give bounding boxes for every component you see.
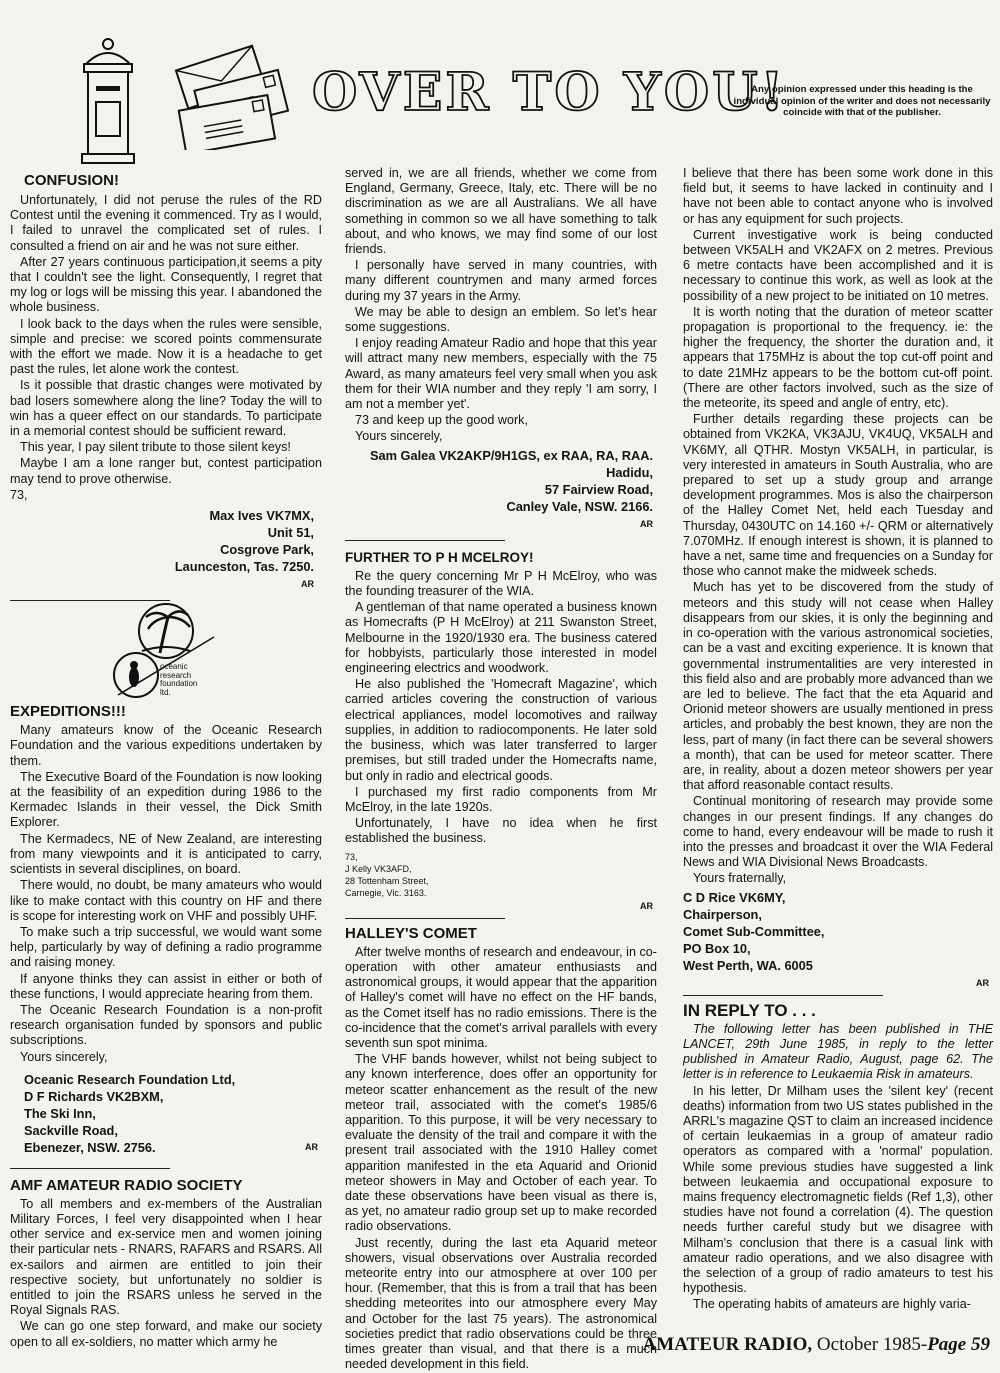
mcelroy-heading: FURTHER TO P H MCELROY! bbox=[345, 549, 534, 565]
ar-mark: AR bbox=[640, 900, 653, 911]
signature-line: West Perth, WA. 6005 bbox=[683, 957, 813, 973]
signature-line: C D Rice VK6MY, bbox=[683, 889, 786, 905]
paragraph: In his letter, Dr Milham uses the 'silent key' (recent deaths) information from two US states published in the ARRL's magazine QST to claim an increased incidence of certain leukaemias in a group of amateur radio operators as compared with a 'normal' population. While some previous studies have suggested a link between leukaemia and occupational exposure to mains frequency electromagnetic fields (Ref 1,3), other studies have not found a correlation (4). The question needs further careful study but we disagree with Milham's conclusion that there is a casual link with amateur radio operations, and we also disagree with the selection of a group of radio amateurs to test his hypothesis. bbox=[683, 1083, 993, 1296]
paragraph: He also published the 'Homecraft Magazine', which carried articles covering the construction of various electrical appliances, model locomotives and railway supplies, in addition to radiocomponents. He later sold the business, which was later transferred to larger premises, but still traded under the Homecrafts name, but only in radio and electrical goods. bbox=[345, 677, 657, 783]
pillar-box-icon bbox=[72, 36, 144, 166]
logo-text-line: foundation bbox=[160, 679, 198, 689]
confusion-heading: CONFUSION! bbox=[24, 172, 119, 189]
signature-block bbox=[345, 851, 657, 899]
section-divider bbox=[345, 918, 505, 919]
paragraph: After twelve months of research and endeavour, in co-operation with other amateur enthusiasts and astronomical groups, it would appear that the apparition of Halley's comet will have no effect on the HF bands, as the Comet itself has no radio emissions. There is the co-incidence that the comet's arrival parallels with every seventh sun spot minima. bbox=[345, 944, 657, 1050]
signature-block bbox=[683, 889, 993, 974]
paragraph: To all members and ex-members of the Australian Military Forces, I feel very disappointed when I hear other service and ex-service men and women joining their particular nets - RNARS, RAFARS and RSARS. All ex-sailors and airmen are entitled to join their respective society, but unfortunately no soldier is entitled to join the RSARS unless he served in the Royal Signals RAS. bbox=[10, 1196, 322, 1318]
paragraph: Many amateurs know of the Oceanic Research Foundation and the various expeditions undertaken by them. bbox=[10, 723, 322, 768]
paragraph: It is worth noting that the duration of meteor scatter propagation is proportional to the frequency. ie: the higher the frequency, the shorter the duration and, it appears that 175MHz is about the top cut-off point and to date 21MHz appears to be the bottom cut-off point. (There are other factors involved, such as the size of the meteorite, its speed and angle of entry, etc). bbox=[683, 304, 993, 411]
signature-line: Cosgrove Park, bbox=[220, 542, 314, 558]
paragraph: Re the query concerning Mr P H McElroy, who was the founding treasurer of the WIA. bbox=[345, 568, 657, 599]
paragraph: The Oceanic Research Foundation is a non-profit research organisation funded by sponsors and public subscriptions. bbox=[10, 1002, 322, 1048]
paragraph: The Executive Board of the Foundation is now looking at the feasibility of an expedition during 1986 to the Kermadec Islands in their vessel, the Dick Smith Explorer. bbox=[10, 769, 322, 830]
signature-line: Max Ives VK7MX, bbox=[209, 508, 314, 524]
paragraph: If anyone thinks they can assist in either or both of these functions, I would appreciate hearing from them. bbox=[10, 971, 322, 1001]
mailbox-illustration bbox=[72, 36, 144, 166]
paragraph: Maybe I am a lone ranger but, contest participation may tend to prove otherwise. bbox=[10, 456, 322, 486]
signature-line: Oceanic Research Foundation Ltd, bbox=[24, 1071, 236, 1087]
paragraph: Continual monitoring of research may provide some changes in our present findings. If any changes do come to hand, every endeavour will be made to rush it into the presses and broadcast it over the WIA Federal News and WIA Divisional News Broadcasts. bbox=[683, 794, 993, 870]
paragraph: Yours fraternally, bbox=[693, 871, 787, 886]
paragraph: I personally have served in many countries, with many different countrymen and many armed forces during my 37 years in the Army. bbox=[345, 258, 657, 303]
paragraph: Unfortunately, I have no idea when he first established the business. bbox=[345, 816, 657, 846]
paragraph: I believe that there has been some work done in this field but, it seems to have lacked in continuity and I have not been able to contact anyone who is involved or has any equipment for such projects. bbox=[683, 166, 993, 226]
magazine-name: AMATEUR RADIO, bbox=[642, 1334, 813, 1355]
signature-line: Sam Galea VK2AKP/9H1GS, ex RAA, RA, RAA. bbox=[369, 447, 653, 463]
signature-line: Launceston, Tas. 7250. bbox=[174, 559, 314, 575]
paragraph: Further details regarding these projects can be obtained from VK2KA, VK3AJU, VK4UQ, VK5ALH and VK6MY, all QTHR. Mostyn VK5ALH, in particular, is very interested in amateurs in South Australia, who are prepared to set up a study group and arrange development programmes. Mos is also the chairperson of the Halley Comet Net, held each Tuesday and Thursday, 0430UTC on 14.160 +/- QRM or alternatively 7.070MHz. If enough interest is shown, it is planned to have a net, same time and frequencies on a Sunday for those who cannot make the midweek scheds. bbox=[683, 412, 993, 579]
intro-paragraph: The following letter has been published in THE LANCET, 29th June 1985, in reply to the letter published in Amateur Radio, August, page 62. The letter is in reference to Leukaemia Risk in amateurs. bbox=[683, 1021, 993, 1082]
envelopes-icon bbox=[160, 40, 300, 150]
issue-date: October 1985- bbox=[816, 1334, 928, 1355]
paragraph: served in, we are all friends, whether we come from England, Germany, Greece, Italy, etc. There will be no discrimination as we are all Australians. We all have something in common so we all have something to talk about, and who knows, we may find some of our lost friends. bbox=[345, 166, 657, 257]
signature-line: D F Richards VK2BXM, bbox=[24, 1088, 164, 1104]
logo-text-line: research bbox=[160, 670, 192, 680]
signature-line: 73, bbox=[345, 851, 358, 862]
oceanic-logo bbox=[10, 603, 322, 703]
section-divider bbox=[10, 600, 170, 601]
signature-line: 28 Tottenham Street, bbox=[345, 875, 429, 886]
paragraph: A gentleman of that name operated a business known as Homecrafts (P H McElroy) at 211 Swanston Street, Melbourne in the 1920/1930 era. The business catered for hobbyists, particularly those interested in model engineering electrics and woodwork. bbox=[345, 600, 657, 676]
column-1 bbox=[10, 172, 322, 1351]
paragraph: Much has yet to be discovered from the study of meteors and this study will not cease when Halley disappears from our skies, it is only the beginning and in co-operation with the various astronomical societies, can be a vast and exciting experience. It is known that governmental instrumentalities are very interested in this field also and are probably more advanced than we are led to believe. The fact that the eta Aquarid and Orionid meteor showers are usually mentioned in press articles, and probably the best known, they are non the less, part of many (in fact there can be several showers a month), that can be used for meteor scatter. There are, in reality, about a dozen meteor showers per year that afford reasonable contact results. bbox=[683, 580, 993, 793]
signature-line: Sackville Road, bbox=[24, 1122, 118, 1138]
disclaimer: Any opinion expressed under this heading is the individual opinion of the writer and does not necessarily coincide with that of the publisher. bbox=[733, 84, 991, 118]
paragraph: I purchased my first radio components from Mr McElroy, in the late 1920s. bbox=[345, 784, 657, 814]
paragraph: After 27 years continuous participation,it seems a pity that I couldn't see the light. Consequently, I regret that my log or logs will be missing this year. I abandoned the whole business. bbox=[10, 254, 322, 315]
signature-line: Ebenezer, NSW. 2756. bbox=[24, 1139, 156, 1155]
paragraph: 73 and keep up the good work, bbox=[355, 413, 528, 428]
paragraph: This year, I pay silent tribute to those silent keys! bbox=[20, 440, 291, 455]
logo-text-line: ltd. bbox=[160, 687, 171, 697]
signature-line: PO Box 10, bbox=[683, 940, 751, 956]
expeditions-heading: EXPEDITIONS!!! bbox=[10, 703, 126, 721]
paragraph: I look back to the days when the rules were sensible, simple and precise: we scored points commensurate with the effort we made. Now it is a headache to get past the rules, let alone work the contest. bbox=[10, 316, 322, 377]
signature-line: Canley Vale, NSW. 2166. bbox=[506, 498, 653, 514]
ar-mark: AR bbox=[301, 579, 314, 590]
logo-text-line: oceanic bbox=[160, 662, 188, 672]
paragraph: We may be able to design an emblem. So let's hear some suggestions. bbox=[345, 304, 657, 335]
signature-block bbox=[345, 447, 657, 515]
section-divider bbox=[10, 1168, 170, 1169]
ar-mark: AR bbox=[305, 1141, 318, 1152]
amf-heading: AMF AMATEUR RADIO SOCIETY bbox=[10, 1176, 243, 1194]
ar-mark: AR bbox=[640, 518, 653, 529]
paragraph: The VHF bands however, whilst not being subject to any known interference, does offer an opportunity for meteor scatter enhancement as the result of the new meteor trail, associated with the comet's 1985/6 apparition. To this purpose, it will be very necessary to evaluate the density of the trail and compare it with the present trail associated with the 1910 Halley comet apparition manifested in the eta Aquarid and Orionid meteor showers in May and October of each year. To date these observations have been visual as there is, as yet, no amateur radio group set up to make recorded radio observations. bbox=[345, 1052, 657, 1234]
signature-line: Hadidu, bbox=[606, 464, 653, 480]
column-3 bbox=[683, 166, 993, 1314]
signature-line: J Kelly VK3AFD, bbox=[345, 863, 412, 874]
signature-line: The Ski Inn, bbox=[24, 1105, 96, 1121]
paragraph: The operating habits of amateurs are highly varia- bbox=[693, 1297, 971, 1312]
reply-heading: IN REPLY TO . . . bbox=[683, 1000, 816, 1020]
halley-heading: HALLEY'S COMET bbox=[345, 924, 477, 942]
section-divider bbox=[683, 995, 883, 996]
paragraph: The Kermadecs, NE of New Zealand, are interesting from many viewpoints and it is anticipated to carry, scientists in several disciplines, on board. bbox=[10, 831, 322, 877]
signature-line: Chairperson, bbox=[683, 906, 762, 922]
paragraph: I enjoy reading Amateur Radio and hope that this year will attract many new members, especially with the 75 Award, as many amateurs feel very small when you ask them for their WIA number and they reply 'I am sorry, I am not a member yet'. bbox=[345, 336, 657, 412]
signature-line: 57 Fairview Road, bbox=[544, 481, 653, 497]
signature-line: Carnegie, Vic. 3163. bbox=[345, 887, 427, 898]
paragraph: We can go one step forward, and make our society open to all ex-soldiers, no matter which army he bbox=[10, 1319, 322, 1349]
page-footer bbox=[643, 1334, 990, 1356]
paragraph: Just recently, during the last eta Aquarid meteor showers, visual observations over Australia recorded meteorite entry into our atmosphere at over 100 per hour. (Remember, that this is from a trail that has been shedding meteorites into our atmosphere every May and October for the last 75 years). The astronomical societies predict that radio observations could be three times greater than visual, and that there is a much needed development in this field. bbox=[345, 1235, 657, 1372]
signature-block bbox=[10, 507, 322, 575]
paragraph: There would, no doubt, be many amateurs who would like to make contact with this country on HF and there is scope for interesting work on VHF and possibly UHF. bbox=[10, 878, 322, 923]
column-2 bbox=[345, 166, 657, 1373]
signature-block bbox=[10, 1071, 322, 1156]
paragraph: Is it possible that drastic changes were motivated by bad losers somewhere along the line? Today the will to win has a queer effect on our standards. To participate in a memorial contest should be sufficient reward. bbox=[10, 378, 322, 439]
envelopes-illustration bbox=[160, 40, 300, 150]
paragraph: Yours sincerely, bbox=[20, 1049, 108, 1064]
page-title: OVER TO YOU! bbox=[312, 62, 787, 123]
paragraph: Current investigative work is being conducted between VK5ALH and VK2AFX on 2 metres. Previous 6 metre contacts have been accomplished and it is necessary to continue this work, as well as look at the possibility of a new project to be initiated on 10 metres. bbox=[683, 227, 993, 303]
signature-line: Comet Sub-Committee, bbox=[683, 923, 825, 939]
closing: 73, bbox=[10, 487, 28, 502]
page-number: Page 59 bbox=[927, 1334, 990, 1355]
paragraph: Yours sincerely, bbox=[355, 429, 443, 444]
ar-mark: AR bbox=[976, 977, 989, 988]
paragraph: To make such a trip successful, we would want some help, particularly by way of defining a radio programme and raising money. bbox=[10, 924, 322, 970]
section-divider bbox=[345, 540, 505, 541]
paragraph: Unfortunately, I did not peruse the rules of the RD Contest until the evening it commenced. Try as I would, I failed to unravel the complicated set of rules. I consulted a friend on air and he was not sure either. bbox=[10, 193, 322, 253]
signature-line: Unit 51, bbox=[267, 525, 314, 541]
